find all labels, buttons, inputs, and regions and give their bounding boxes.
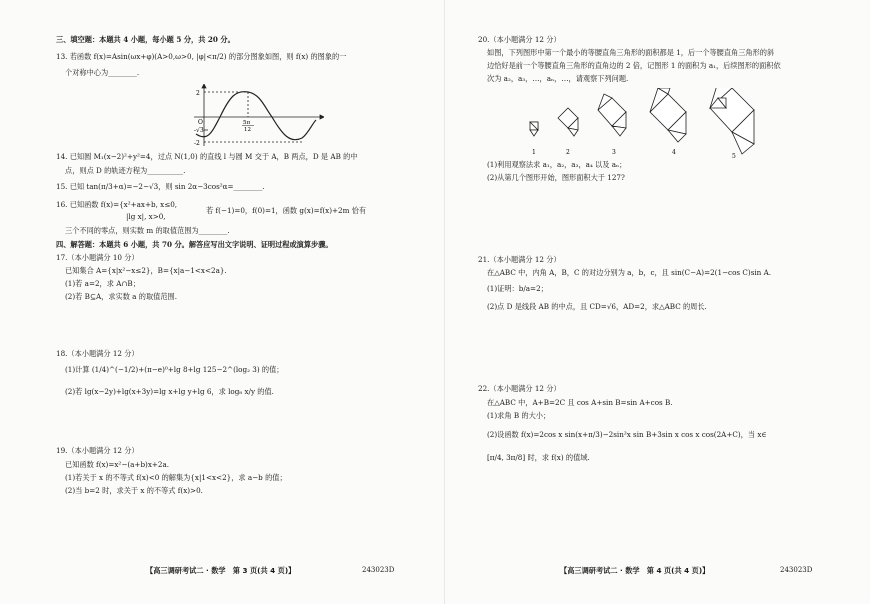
sine-graph-figure <box>194 84 324 146</box>
question-21-title: 21.（本小题满分 12 分） <box>478 255 561 264</box>
question-21-stem: 在△ABC 中，内角 A，B，C 的对边分别为 a，b，c，且 sin(C−A)=2(1−cos C)sin A. <box>487 268 772 277</box>
label-x-num: 5π <box>243 120 251 126</box>
question-13: 13. 若函数 f(x)=Asin(ωx+φ)(A>0,ω>0, |φ|<π/2) 的部分图象如图，则 f(x) 的图象的一 <box>56 52 347 61</box>
question-21-part1: (1)证明：b/a=2； <box>487 284 548 293</box>
question-18-part2: (2)若 lg(x−2y)+lg(x+3y)=lg x+lg y+lg 6，求 log₈ x/y 的值. <box>65 387 274 396</box>
section-fill-blank-heading: 三、填空题：本题共 4 小题，每小题 5 分，共 20 分。 <box>56 35 235 44</box>
question-14-cont: 点，则点 D 的轨迹方程为__________. <box>65 166 186 175</box>
label-y-max: 2 <box>196 90 200 97</box>
question-20-part2: (2)从第几个图形开始，图形面积大于 127? <box>487 173 625 182</box>
question-17-title: 17.（本小题满分 10 分） <box>56 253 139 262</box>
question-21-part2: (2)点 D 是线段 AB 的中点，且 CD=√6，AD=2，求△ABC 的周长. <box>487 302 707 311</box>
fig-label-3: 3 <box>612 149 616 156</box>
figure-2 <box>558 108 578 136</box>
question-20-title: 20.（本小题满分 12 分） <box>478 35 561 44</box>
y-axis-arrow <box>202 84 206 88</box>
sine-curve <box>196 92 316 140</box>
question-17-stem: 已知集合 A={x|x²−x≤2}，B={x|a−1<x<2a}. <box>65 266 227 275</box>
question-22-part1: (1)求角 B 的大小； <box>487 411 551 420</box>
figure-4 <box>650 88 686 142</box>
question-16: 16. 已知函数 f(x)={x²+ax+b, x≤0, <box>56 200 178 209</box>
question-22-part2: (2)设函数 f(x)=2cos x sin(x+π/3)−2sin²x sin B+3sin x cos x cos(2A+C)，当 x∈ <box>487 430 767 439</box>
question-13-cont: 个对称中心为________. <box>65 68 140 77</box>
question-19-part2: (2)当 b=2 时，求关于 x 的不等式 f(x)>0. <box>65 486 203 495</box>
figure-1 <box>530 122 538 136</box>
question-17-part2: (2)若 B⊆A，求实数 a 的取值范围. <box>65 292 177 301</box>
question-16-cont: 若 f(−1)=0，f(0)=1，函数 g(x)=f(x)+2m 恰有 <box>206 206 367 215</box>
question-18-title: 18.（本小题满分 12 分） <box>56 349 139 358</box>
question-19-stem: 已知函数 f(x)=x²−(a+b)x+2a. <box>65 460 170 469</box>
page-divider <box>444 0 445 604</box>
label-y-min: -2 <box>194 140 200 146</box>
fig-label-5: 5 <box>732 153 736 160</box>
footer-code-page-3: 243023D <box>362 566 395 574</box>
fig-label-2: 2 <box>566 149 570 156</box>
footer-page-4: 【高三调研考试二 · 数学 第 4 页(共 4 页)】 <box>560 566 710 575</box>
question-17-part1: (1)若 a=2，求 A∩B； <box>65 279 140 288</box>
question-20-line2: 边恰好是前一个等腰直角三角形的直角边的 2 倍，记图形 1 的面积为 a₁，后续图形的面积依 <box>487 61 781 70</box>
triangle-figures <box>528 88 808 160</box>
question-19-part1: (1)若关于 x 的不等式 f(x)<0 的解集为{x|1<x<2}，求 a−b 的值； <box>65 473 287 482</box>
question-20-line3: 次为 a₂，a₃，…，aₙ，…，请观察下列问题. <box>487 74 629 83</box>
label-origin: O <box>198 119 203 126</box>
figure-3 <box>598 94 626 136</box>
question-16-end: 三个不同的零点，则实数 m 的取值范围为________. <box>65 226 230 235</box>
label-x-den: 12 <box>244 127 251 133</box>
question-19-title: 19.（本小题满分 12 分） <box>56 446 139 455</box>
question-20-part1: (1)利用观察法求 a₁，a₂，a₃，a₄ 以及 aₙ； <box>487 160 627 169</box>
question-18-part1: (1)计算 (1/4)^(−1/2)+(π−e)⁰+lg 8+lg 125−2^(log₂ 3) 的值； <box>65 365 284 374</box>
fig-label-1: 1 <box>532 149 536 156</box>
question-16-piece2: |lg x|, x>0, <box>126 212 166 221</box>
figure-5 <box>710 88 754 154</box>
fig-label-4: 4 <box>672 149 676 156</box>
question-15: 15. 已知 tan(π/3+α)=−2−√3，则 sin 2α−3cos²α=________. <box>56 182 265 191</box>
footer-code-page-4: 243023D <box>780 566 813 574</box>
footer-page-3: 【高三调研考试二 · 数学 第 3 页(共 4 页)】 <box>146 566 296 575</box>
question-22-stem: 在△ABC 中，A+B=2C 且 cos A+sin B=sin A+cos B. <box>487 398 673 407</box>
label-y-sqrt3: -√3 <box>194 127 204 134</box>
question-14: 14. 已知圆 M₁(x−2)²+y²=4，过点 N(1,0) 的直线 l 与圆 M 交于 A，B 两点，D 是 AB 的中 <box>56 152 358 161</box>
x-axis-arrow <box>320 115 324 119</box>
question-22-part2-end: [π/4, 3π/8] 时，求 f(x) 的值域. <box>487 453 590 462</box>
question-20-line1: 如图，下列图形中第一个最小的等腰直角三角形的面积都是 1，后一个等腰直角三角形的斜 <box>487 48 775 57</box>
question-22-title: 22.（本小题满分 12 分） <box>478 384 561 393</box>
section-answer-heading: 四、解答题：本题共 6 小题，共 70 分。解答应写出文字说明、证明过程或演算步骤。 <box>56 240 333 249</box>
